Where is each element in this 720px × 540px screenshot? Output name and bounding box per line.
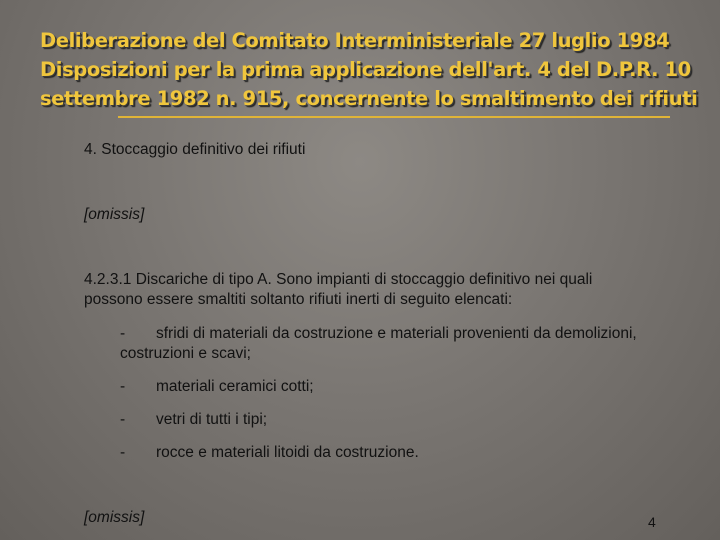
bullet-dash: - <box>120 444 126 461</box>
list-item <box>120 377 314 397</box>
page-number: 4 <box>648 514 656 530</box>
bullet-dash: - <box>120 378 126 395</box>
bullet-text: rocce e materiali litoidi da costruzione. <box>156 444 419 461</box>
section-heading: 4. Stoccaggio definitivo dei rifiuti <box>84 141 306 158</box>
bullet-text: sfridi di materiali da costruzione e materiali provenienti da demolizioni, costruzioni e scavi; <box>120 325 637 362</box>
slide-title <box>40 26 698 113</box>
omissis-bottom: [omissis] <box>84 509 145 526</box>
bullet-text: vetri di tutti i tipi; <box>156 411 268 428</box>
title-line-2: Disposizioni per la prima applicazione dell'art. 4 del D.P.R. 10 <box>40 58 691 81</box>
bullet-dash: - <box>120 325 126 342</box>
title-divider <box>118 116 670 118</box>
bullet-dash: - <box>120 411 126 428</box>
omissis-top: [omissis] <box>84 206 145 223</box>
intro-paragraph: 4.2.3.1 Discariche di tipo A. Sono impianti di stoccaggio definitivo nei quali possono essere smaltiti soltanto rifiuti inerti di seguito elencati: <box>84 271 593 308</box>
list-item <box>120 443 419 463</box>
title-line-3: settembre 1982 n. 915, concernente lo smaltimento dei rifiuti <box>40 87 698 110</box>
list-item <box>120 410 267 430</box>
bullet-text: materiali ceramici cotti; <box>156 378 314 395</box>
title-line-1: Deliberazione del Comitato Interministeriale 27 luglio 1984 <box>40 29 670 52</box>
list-item <box>120 324 640 364</box>
